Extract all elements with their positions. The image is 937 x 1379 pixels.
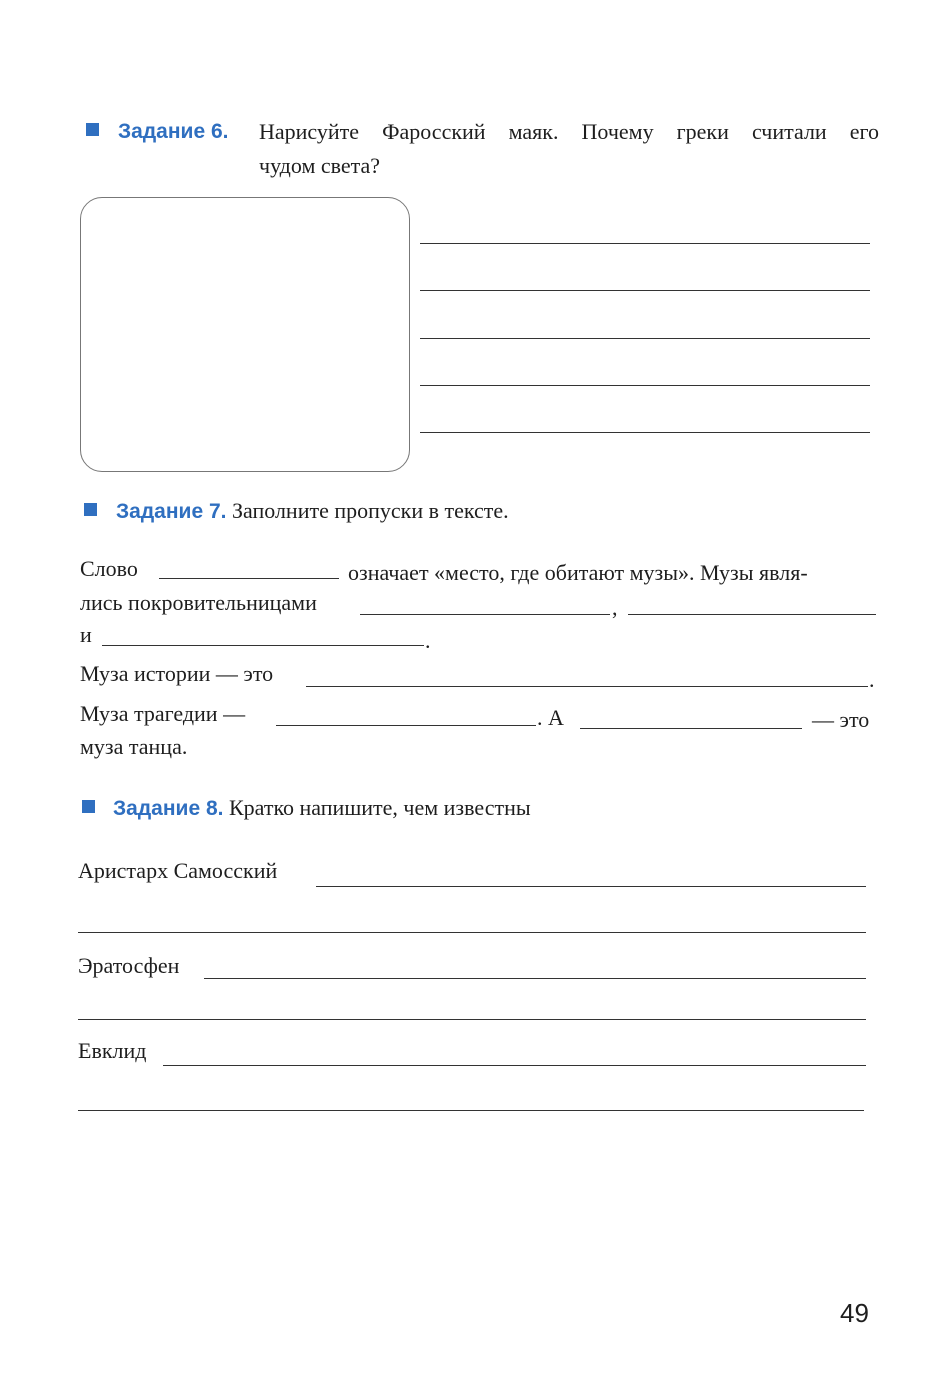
- task7-instruction: Заполните пропуски в тексте.: [231, 498, 509, 523]
- task7-header: [116, 496, 509, 527]
- answer-line-8-3[interactable]: [204, 978, 866, 979]
- task6-question-line1: Нарисуйте Фаросский маяк. Почему греки считали его: [259, 119, 879, 144]
- blank-3[interactable]: [628, 614, 876, 615]
- task8-label: Задание 8.: [113, 797, 224, 820]
- answer-line-8-1[interactable]: [316, 886, 866, 887]
- answer-line-8-2[interactable]: [78, 932, 866, 933]
- task6-marker-icon: [86, 123, 99, 136]
- blank-1[interactable]: [159, 578, 339, 579]
- answer-line-8-4[interactable]: [78, 1019, 866, 1020]
- task7-text-2: означает «место, где обитают музы». Музы явля-: [348, 560, 808, 585]
- answer-line-6-5[interactable]: [420, 432, 870, 433]
- task7-text-10: . А: [537, 705, 564, 730]
- person-aristarchus: Аристарх Самосский: [78, 858, 278, 883]
- blank-7[interactable]: [580, 728, 802, 729]
- task6-header: [118, 116, 228, 147]
- task8-marker-icon: [82, 800, 95, 813]
- task7-label: Задание 7.: [116, 500, 227, 523]
- answer-line-8-6[interactable]: [78, 1110, 864, 1111]
- person-eratosthenes: Эратосфен: [78, 953, 180, 978]
- answer-line-6-4[interactable]: [420, 385, 870, 386]
- blank-6[interactable]: [276, 725, 536, 726]
- task6-label: Задание 6.: [118, 120, 229, 143]
- task7-text-5: и: [80, 622, 92, 647]
- answer-line-6-3[interactable]: [420, 338, 870, 339]
- answer-line-8-5[interactable]: [163, 1065, 866, 1066]
- task7-text-4: ,: [612, 595, 618, 620]
- task6-question-line2: чудом света?: [259, 153, 381, 178]
- task7-text-1: Слово: [80, 556, 138, 581]
- task7-text-8: .: [869, 667, 875, 692]
- blank-4[interactable]: [102, 645, 424, 646]
- answer-line-6-2[interactable]: [420, 290, 870, 291]
- task7-text-6: .: [425, 628, 431, 653]
- drawing-box[interactable]: [80, 197, 410, 472]
- task8-instruction: Кратко напишите, чем известны: [228, 795, 531, 820]
- task8-header: [113, 793, 531, 824]
- person-euclid: Евклид: [78, 1038, 147, 1063]
- blank-2[interactable]: [360, 614, 610, 615]
- task7-text-9: Муза трагедии —: [80, 701, 246, 726]
- task7-marker-icon: [84, 503, 97, 516]
- page-number: 49: [840, 1298, 869, 1328]
- task7-text-11: — это: [812, 707, 870, 732]
- task7-text-3: лись покровительницами: [80, 590, 317, 615]
- task7-text-7: Муза истории — это: [80, 661, 274, 686]
- task7-text-12: муза танца.: [80, 734, 188, 759]
- blank-5[interactable]: [306, 686, 868, 687]
- answer-line-6-1[interactable]: [420, 243, 870, 244]
